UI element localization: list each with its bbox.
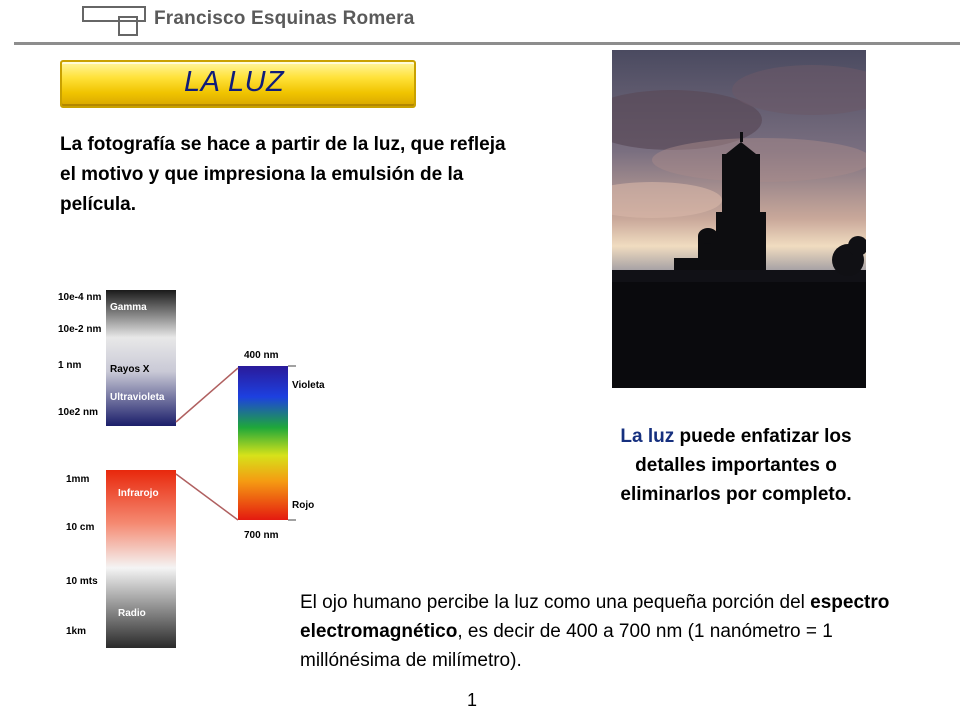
band-label: Gamma [110, 302, 147, 313]
header-logo-square [118, 16, 138, 36]
scale-label: 10 mts [66, 576, 98, 587]
explanation-part1: El ojo humano percibe la luz como una pequeña porción del [300, 592, 811, 613]
photo-caption [586, 422, 886, 509]
scale-label: 1mm [66, 474, 90, 485]
scale-label: 10e2 nm [58, 407, 99, 418]
explanation-part2: , es decir de 400 a 700 nm (1 nanómetro = 1 millónésima de milímetro). [300, 621, 833, 671]
scale-label: 1 nm [58, 360, 82, 371]
visible-top-label: 400 nm [244, 350, 279, 361]
band-label: Ultravioleta [110, 392, 165, 403]
intro-text: La fotografía se hace a partir de la luz, que refleja el motivo y que impresiona la emulsión de la película. [60, 134, 506, 215]
visible-spectrum-bar [238, 366, 288, 520]
church-silhouette-photo [612, 50, 866, 388]
visible-bottom-label: 700 nm [244, 530, 279, 541]
page-number: 1 [467, 690, 478, 710]
red-label: Rojo [292, 500, 315, 511]
electromagnetic-spectrum-diagram [56, 280, 336, 650]
spectrum-explanation [300, 588, 920, 675]
scale-label: 1km [66, 626, 87, 637]
band-label: Infrarojo [118, 488, 159, 499]
explanation-bold: espectro electromagnético [300, 592, 890, 642]
violet-label: Violeta [292, 380, 325, 391]
scale-label: 10e-4 nm [58, 292, 102, 303]
caption-text: puede enfatizar los detalles importantes o eliminarlos por completo. [620, 426, 852, 505]
slide-title: LA LUZ [184, 66, 285, 98]
header-divider [14, 42, 960, 45]
band-label: Radio [118, 608, 146, 619]
caption-highlight: La luz [620, 426, 675, 447]
header-author: Francisco Esquinas Romera [154, 8, 415, 29]
band-label: Rayos X [110, 364, 150, 375]
scale-label: 10 cm [66, 522, 95, 533]
scale-label: 10e-2 nm [58, 324, 102, 335]
